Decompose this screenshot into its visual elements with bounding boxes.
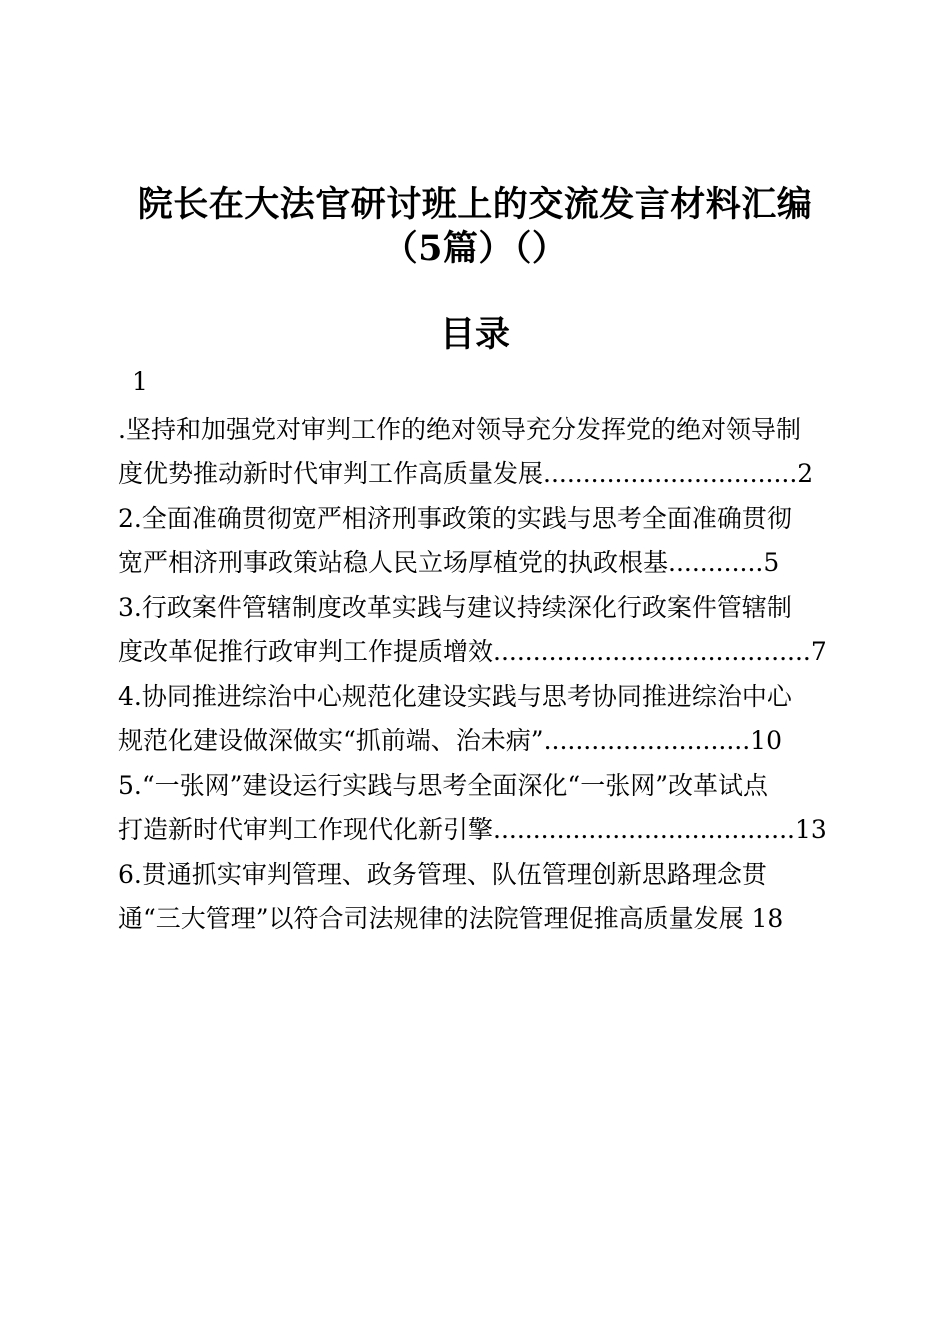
toc-line: 3.行政案件管辖制度改革实践与建议持续深化行政案件管辖制 — [118, 593, 792, 622]
toc-line: .坚持和加强党对审判工作的绝对领导充分发挥党的绝对领导制 — [118, 415, 801, 444]
toc-line: 宽严相济刑事政策站稳人民立场厚植党的执政根基............5 — [118, 548, 780, 577]
toc-line: 规范化建设做深做实“抓前端、治未病”..........................10 — [118, 726, 782, 755]
document-title-line-1: 院长在大法官研讨班上的交流发言材料汇编 — [137, 184, 813, 225]
toc-line: 1 — [132, 367, 148, 396]
toc-line: 2.全面准确贯彻宽严相济刑事政策的实践与思考全面准确贯彻 — [118, 504, 792, 533]
toc-line: 度改革促推行政审判工作提质增效........................................7 — [118, 637, 827, 666]
toc-line: 度优势推动新时代审判工作高质量发展................................2 — [118, 459, 814, 488]
toc-line: 4.协同推进综治中心规范化建设实践与思考协同推进综治中心 — [118, 682, 792, 711]
toc-line: 5.“一张网”建设运行实践与思考全面深化“一张网”改革试点 — [118, 771, 768, 800]
toc-line: 通“三大管理”以符合司法规律的法院管理促推高质量发展 18 — [118, 904, 784, 933]
toc-line: 6.贯通抓实审判管理、政务管理、队伍管理创新思路理念贯 — [118, 860, 767, 889]
toc-line: 打造新时代审判工作现代化新引擎......................................13 — [118, 815, 827, 844]
document-title-line-2: （5篇）（） — [382, 228, 568, 269]
toc-heading: 目录 — [439, 314, 510, 355]
